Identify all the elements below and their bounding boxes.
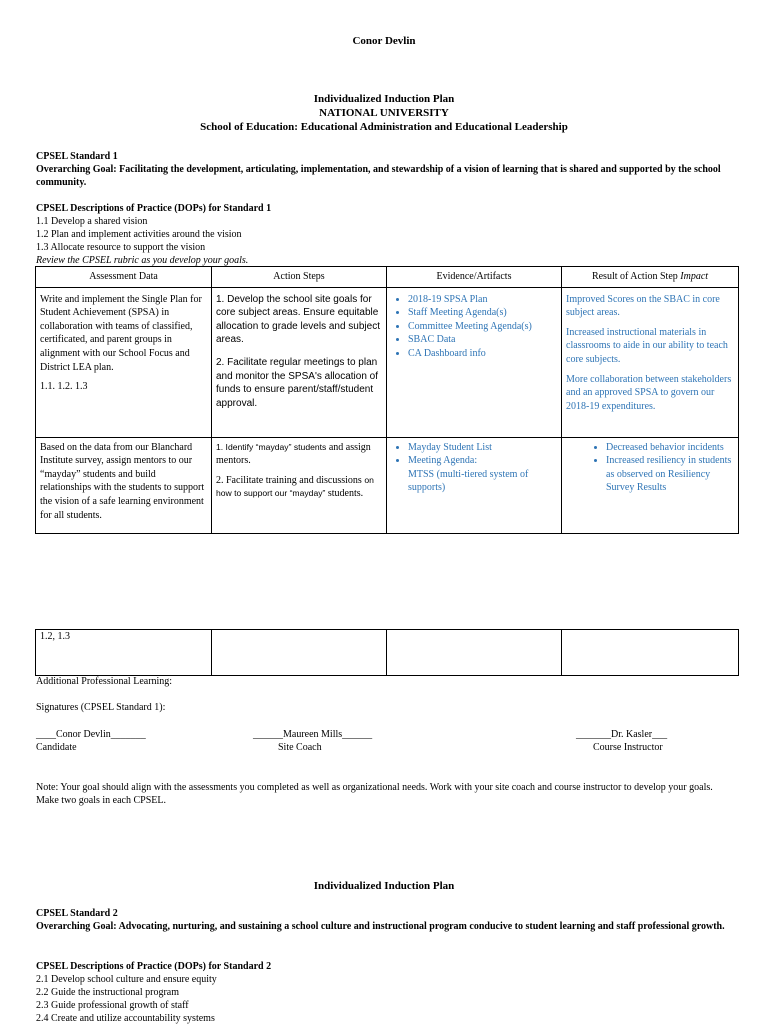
- candidate-signature: ____Conor Devlin_______: [36, 729, 146, 740]
- additional-learning-label: Additional Professional Learning:: [36, 676, 173, 687]
- candidate-label: Candidate: [36, 742, 77, 753]
- standard1-label: CPSEL Standard 1: [36, 151, 118, 162]
- list-item: • CA Dashboard info: [408, 347, 557, 361]
- standard1-goal: Overarching Goal: Facilitating the development, articulating, implementation, and stewardship of a vision of learning that is shared and supported by the school community.: [36, 164, 721, 188]
- table-header-row: [36, 267, 739, 288]
- row2-evidence-sub: MTSS (multi-tiered system of supports): [408, 468, 529, 494]
- row3-assessment: 1.2, 1.3: [36, 630, 212, 676]
- row1-action-1: 1. Develop the school site goals for core subject areas. Ensure equitable allocation to grade levels and subject areas.: [216, 293, 380, 346]
- list-item: • 2018-19 SPSA Plan: [408, 293, 557, 307]
- candidate-name: Conor Devlin: [352, 35, 416, 47]
- signatures-heading: Signatures (CPSEL Standard 1):: [36, 702, 166, 713]
- result-header-text: Result of Action Step: [591, 271, 678, 282]
- dop-2-2: 2.2 Guide the instructional program: [36, 987, 180, 998]
- row3-action-steps: [212, 630, 387, 676]
- row2-evidence-list: [391, 441, 557, 495]
- dop-2-4: 2.4 Create and utilize accountability systems: [36, 1013, 215, 1024]
- row2-action-1-part-b: and assign mentors.: [216, 441, 371, 467]
- table-row: [36, 630, 739, 676]
- row3-result: [562, 630, 739, 676]
- list-item: • SBAC Data: [408, 333, 557, 347]
- row2-result: [562, 437, 739, 533]
- row2-action-1: [216, 441, 382, 468]
- coach-signature: ______Maureen Mills______: [253, 729, 373, 740]
- dop-1-2: 1.2 Plan and implement activities around the vision: [36, 229, 242, 240]
- row2-action-2-part-b: on how to support our “mayday”: [216, 474, 374, 499]
- col-header-result: [562, 267, 739, 288]
- standard1-dops-heading: CPSEL Descriptions of Practice (DOPs) for Standard 1: [36, 203, 272, 214]
- list-item: • Decreased behavior incidents: [606, 441, 734, 455]
- table-row: [36, 437, 739, 533]
- coach-label: Site Coach: [278, 742, 322, 753]
- row2-action-2-part-c: students.: [325, 488, 364, 500]
- dop-2-3: 2.3 Guide professional growth of staff: [36, 1000, 189, 1011]
- row1-result: [562, 287, 739, 437]
- dop-1-3: 1.3 Allocate resource to support the vision: [36, 242, 206, 253]
- row2-evidence-item-label: Meeting Agenda:: [408, 455, 478, 467]
- plan-title: Individualized Induction Plan: [313, 93, 455, 105]
- standard2-dops-heading: CPSEL Descriptions of Practice (DOPs) for Standard 2: [36, 961, 272, 972]
- row3-evidence: [387, 630, 562, 676]
- row1-result-1: Improved Scores on the SBAC in core subject areas.: [566, 293, 720, 319]
- table-row: [36, 287, 739, 437]
- list-item: • Increased resiliency in students as observed on Resiliency Survey Results: [606, 454, 734, 495]
- list-item: • Committee Meeting Agenda(s): [408, 320, 557, 334]
- list-item: [408, 454, 557, 495]
- row1-action-steps: [212, 287, 387, 437]
- rubric-note: Review the CPSEL rubric as you develop your goals.: [36, 255, 249, 266]
- instructor-label: Course Instructor: [593, 742, 663, 753]
- row2-action-steps: [212, 437, 387, 533]
- row1-result-2: Increased instructional materials in classrooms to aide in our ability to teach core subjects.: [566, 326, 728, 365]
- row2-evidence: [387, 437, 562, 533]
- col-header-action-steps: Action Steps: [212, 267, 387, 288]
- list-item: • Mayday Student List: [408, 441, 557, 455]
- row1-assessment: [36, 287, 212, 437]
- university-name: NATIONAL UNIVERSITY: [319, 107, 449, 119]
- standard2-goal: Overarching Goal: Advocating, nurturing, and sustaining a school culture and instructional program conducive to student learning and staff professional growth.: [36, 921, 725, 932]
- row1-evidence-list: [391, 293, 557, 361]
- row1-result-3: More collaboration between stakeholders and an approved SPSA to govern our 2018-19 expenditures.: [566, 373, 732, 412]
- row2-action-1-part-a: 1. Identify “mayday” students: [216, 441, 327, 452]
- alignment-note: Note: Your goal should align with the assessments you completed as well as organizational needs. Work with your site coach and course instructor to develop your goals. Make two goals in each CPSEL.: [36, 782, 713, 806]
- row2-action-2-part-a: 2. Facilitate training and discussions: [216, 474, 365, 486]
- row2-result-list: [566, 441, 734, 495]
- school-name: School of Education: Educational Administration and Educational Leadership: [200, 121, 568, 133]
- list-item: • Staff Meeting Agenda(s): [408, 306, 557, 320]
- instructor-signature: _______Dr. Kasler___: [576, 729, 668, 740]
- induction-plan-table-continued: [35, 629, 739, 676]
- col-header-assessment: Assessment Data: [36, 267, 212, 288]
- col-header-evidence: Evidence/Artifacts: [387, 267, 562, 288]
- row2-assessment: Based on the data from our Blanchard Institute survey, assign mentors to our “mayday” students and build relationships with the students to support the vision of a safe learning environment for all students.: [36, 437, 212, 533]
- row1-assessment-text: Write and implement the Single Plan for Student Achievement (SPSA) in collaboration with teams of classified, certificated, and parent groups in alignment with our School Focus and District LEA plan.: [40, 293, 202, 373]
- row2-action-2: [216, 474, 382, 501]
- standard2-label: CPSEL Standard 2: [36, 908, 118, 919]
- dop-2-1: 2.1 Develop school culture and ensure equity: [36, 974, 217, 985]
- induction-plan-table: [35, 266, 739, 534]
- result-header-impact: Impact: [680, 271, 709, 282]
- plan-title-2: Individualized Induction Plan: [313, 880, 455, 892]
- row1-assessment-dops: 1.1. 1.2. 1.3: [40, 381, 88, 393]
- dop-1-1: 1.1 Develop a shared vision: [36, 216, 148, 227]
- row1-action-2: 2. Facilitate regular meetings to plan and monitor the SPSA's allocation of funds to ensure parent/staff/student approval.: [216, 356, 379, 409]
- row1-evidence: [387, 287, 562, 437]
